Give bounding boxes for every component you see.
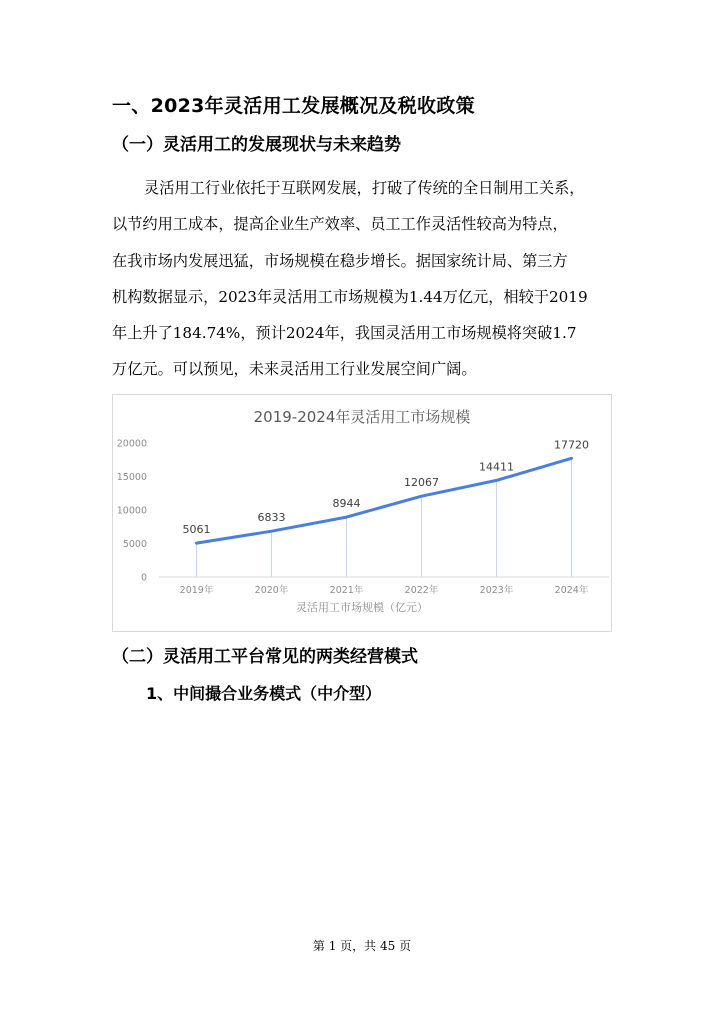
x-tick-label: 2021年 <box>329 585 364 596</box>
market-size-chart <box>112 394 612 632</box>
y-tick-label: 20000 <box>116 438 147 450</box>
heading-1: 一、2023年灵活用工发展概况及税收政策 <box>112 95 475 117</box>
page-footer: 第 1 页，共 45 页 <box>312 939 412 953</box>
data-label: 14411 <box>479 460 514 474</box>
chart-title: 2019-2024年灵活用工市场规模 <box>253 408 471 426</box>
y-tick-label: 5000 <box>122 539 147 550</box>
data-label: 6833 <box>257 511 286 525</box>
data-label: 5061 <box>182 523 211 537</box>
paragraph-line: 年上升了184.74%，预计2024年，我国灵活用工市场规模将突破1.7 <box>112 324 577 343</box>
data-label: 17720 <box>554 438 589 452</box>
x-tick-label: 2022年 <box>404 585 439 596</box>
paragraph-line: 万亿元。可以预见，未来灵活用工行业发展空间广阔。 <box>112 360 477 379</box>
paragraph-line: 机构数据显示，2023年灵活用工市场规模为1.44万亿元，相较于2019 <box>112 287 588 306</box>
paragraph <box>112 170 632 388</box>
series-line <box>197 458 572 543</box>
y-tick-label: 15000 <box>116 472 147 483</box>
paragraph-line: 以节约用工成本，提高企业生产效率、员工工作灵活性较高为特点， <box>112 215 568 234</box>
x-tick-label: 2023年 <box>479 585 514 596</box>
chart-svg <box>113 395 611 631</box>
x-tick-label: 2024年 <box>554 585 589 596</box>
x-axis-title: 灵活用工市场规模（亿元） <box>296 601 428 614</box>
section-heading-2: （二）灵活用工平台常见的两类经营模式 <box>112 647 418 667</box>
y-tick-label: 0 <box>140 572 147 584</box>
x-tick-label: 2019年 <box>179 585 214 596</box>
y-tick-label: 10000 <box>116 505 147 517</box>
section-heading-1: （一）灵活用工的发展现状与未来趋势 <box>112 135 401 155</box>
paragraph-line: 灵活用工行业依托于互联网发展，打破了传统的全日制用工关系， <box>144 179 585 197</box>
data-label: 8944 <box>332 497 361 511</box>
paragraph-line: 在我市场内发展迅猛，市场规模在稳步增长。据国家统计局、第三方 <box>112 251 568 270</box>
subsection-heading: 1、中间撮合业务模式（中介型） <box>146 684 382 703</box>
x-tick-label: 2020年 <box>254 585 289 596</box>
data-label: 12067 <box>404 476 439 490</box>
